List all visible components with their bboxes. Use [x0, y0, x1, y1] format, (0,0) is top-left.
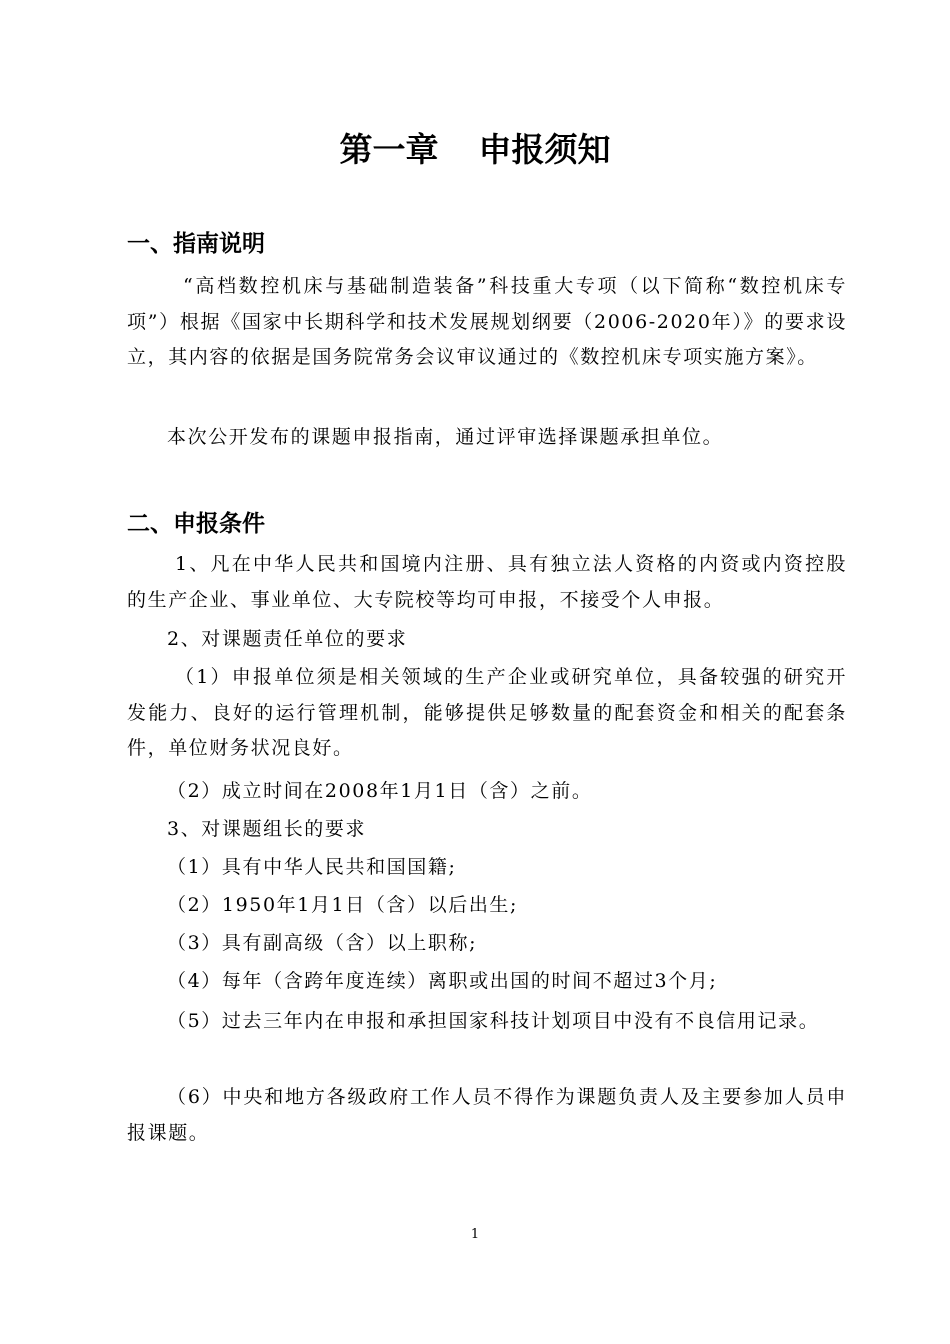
paragraph-condition-3-5: （5）过去三年内在申报和承担国家科技计划项目中没有不良信用记录。	[167, 1010, 820, 1032]
chapter-name: 申报须知	[478, 130, 611, 169]
paragraph-condition-1: 1、凡在中华人民共和国境内注册、具有独立法人资格的内资或内资控股的生产企业、事业单位、大专院校等均可申报，不接受个人申报。	[127, 553, 847, 611]
paragraph-condition-3: 3、对课题组长的要求	[167, 818, 367, 840]
section-heading-conditions: 二、申报条件	[127, 511, 265, 537]
paragraph-guide-intro: “高档数控机床与基础制造装备”科技重大专项（以下简称“数控机床专项”）根据《国家中长期科学和技术发展规划纲要（2006-2020年）》的要求设立，其内容的依据是国务院常务会议审议通过的《数控机床专项实施方案》。	[127, 275, 847, 369]
paragraph-condition-3-1: （1）具有中华人民共和国国籍;	[167, 856, 457, 878]
page-number: 1	[470, 1227, 480, 1242]
chapter-title	[0, 126, 950, 174]
paragraph-condition-2-2: （2）成立时间在2008年1月1日（含）之前。	[167, 780, 593, 802]
paragraph-condition-2: 2、对课题责任单位的要求	[167, 628, 408, 650]
section-heading-guide: 一、指南说明	[127, 231, 265, 257]
chapter-number: 第一章	[339, 130, 439, 169]
paragraph-condition-2-1: （1）申报单位须是相关领域的生产企业或研究单位，具备较强的研究开发能力、良好的运行管理机制，能够提供足够数量的配套资金和相关的配套条件，单位财务状况良好。	[127, 666, 847, 760]
paragraph-condition-3-6: （6）中央和地方各级政府工作人员不得作为课题负责人及主要参加人员申报课题。	[127, 1086, 847, 1144]
paragraph-condition-3-2: （2）1950年1月1日（含）以后出生;	[167, 894, 519, 916]
paragraph-guide-release: 本次公开发布的课题申报指南，通过评审选择课题承担单位。	[167, 426, 724, 448]
paragraph-condition-3-4: （4）每年（含跨年度连续）离职或出国的时间不超过3个月;	[167, 970, 718, 992]
paragraph-condition-3-3: （3）具有副高级（含）以上职称;	[167, 932, 478, 954]
